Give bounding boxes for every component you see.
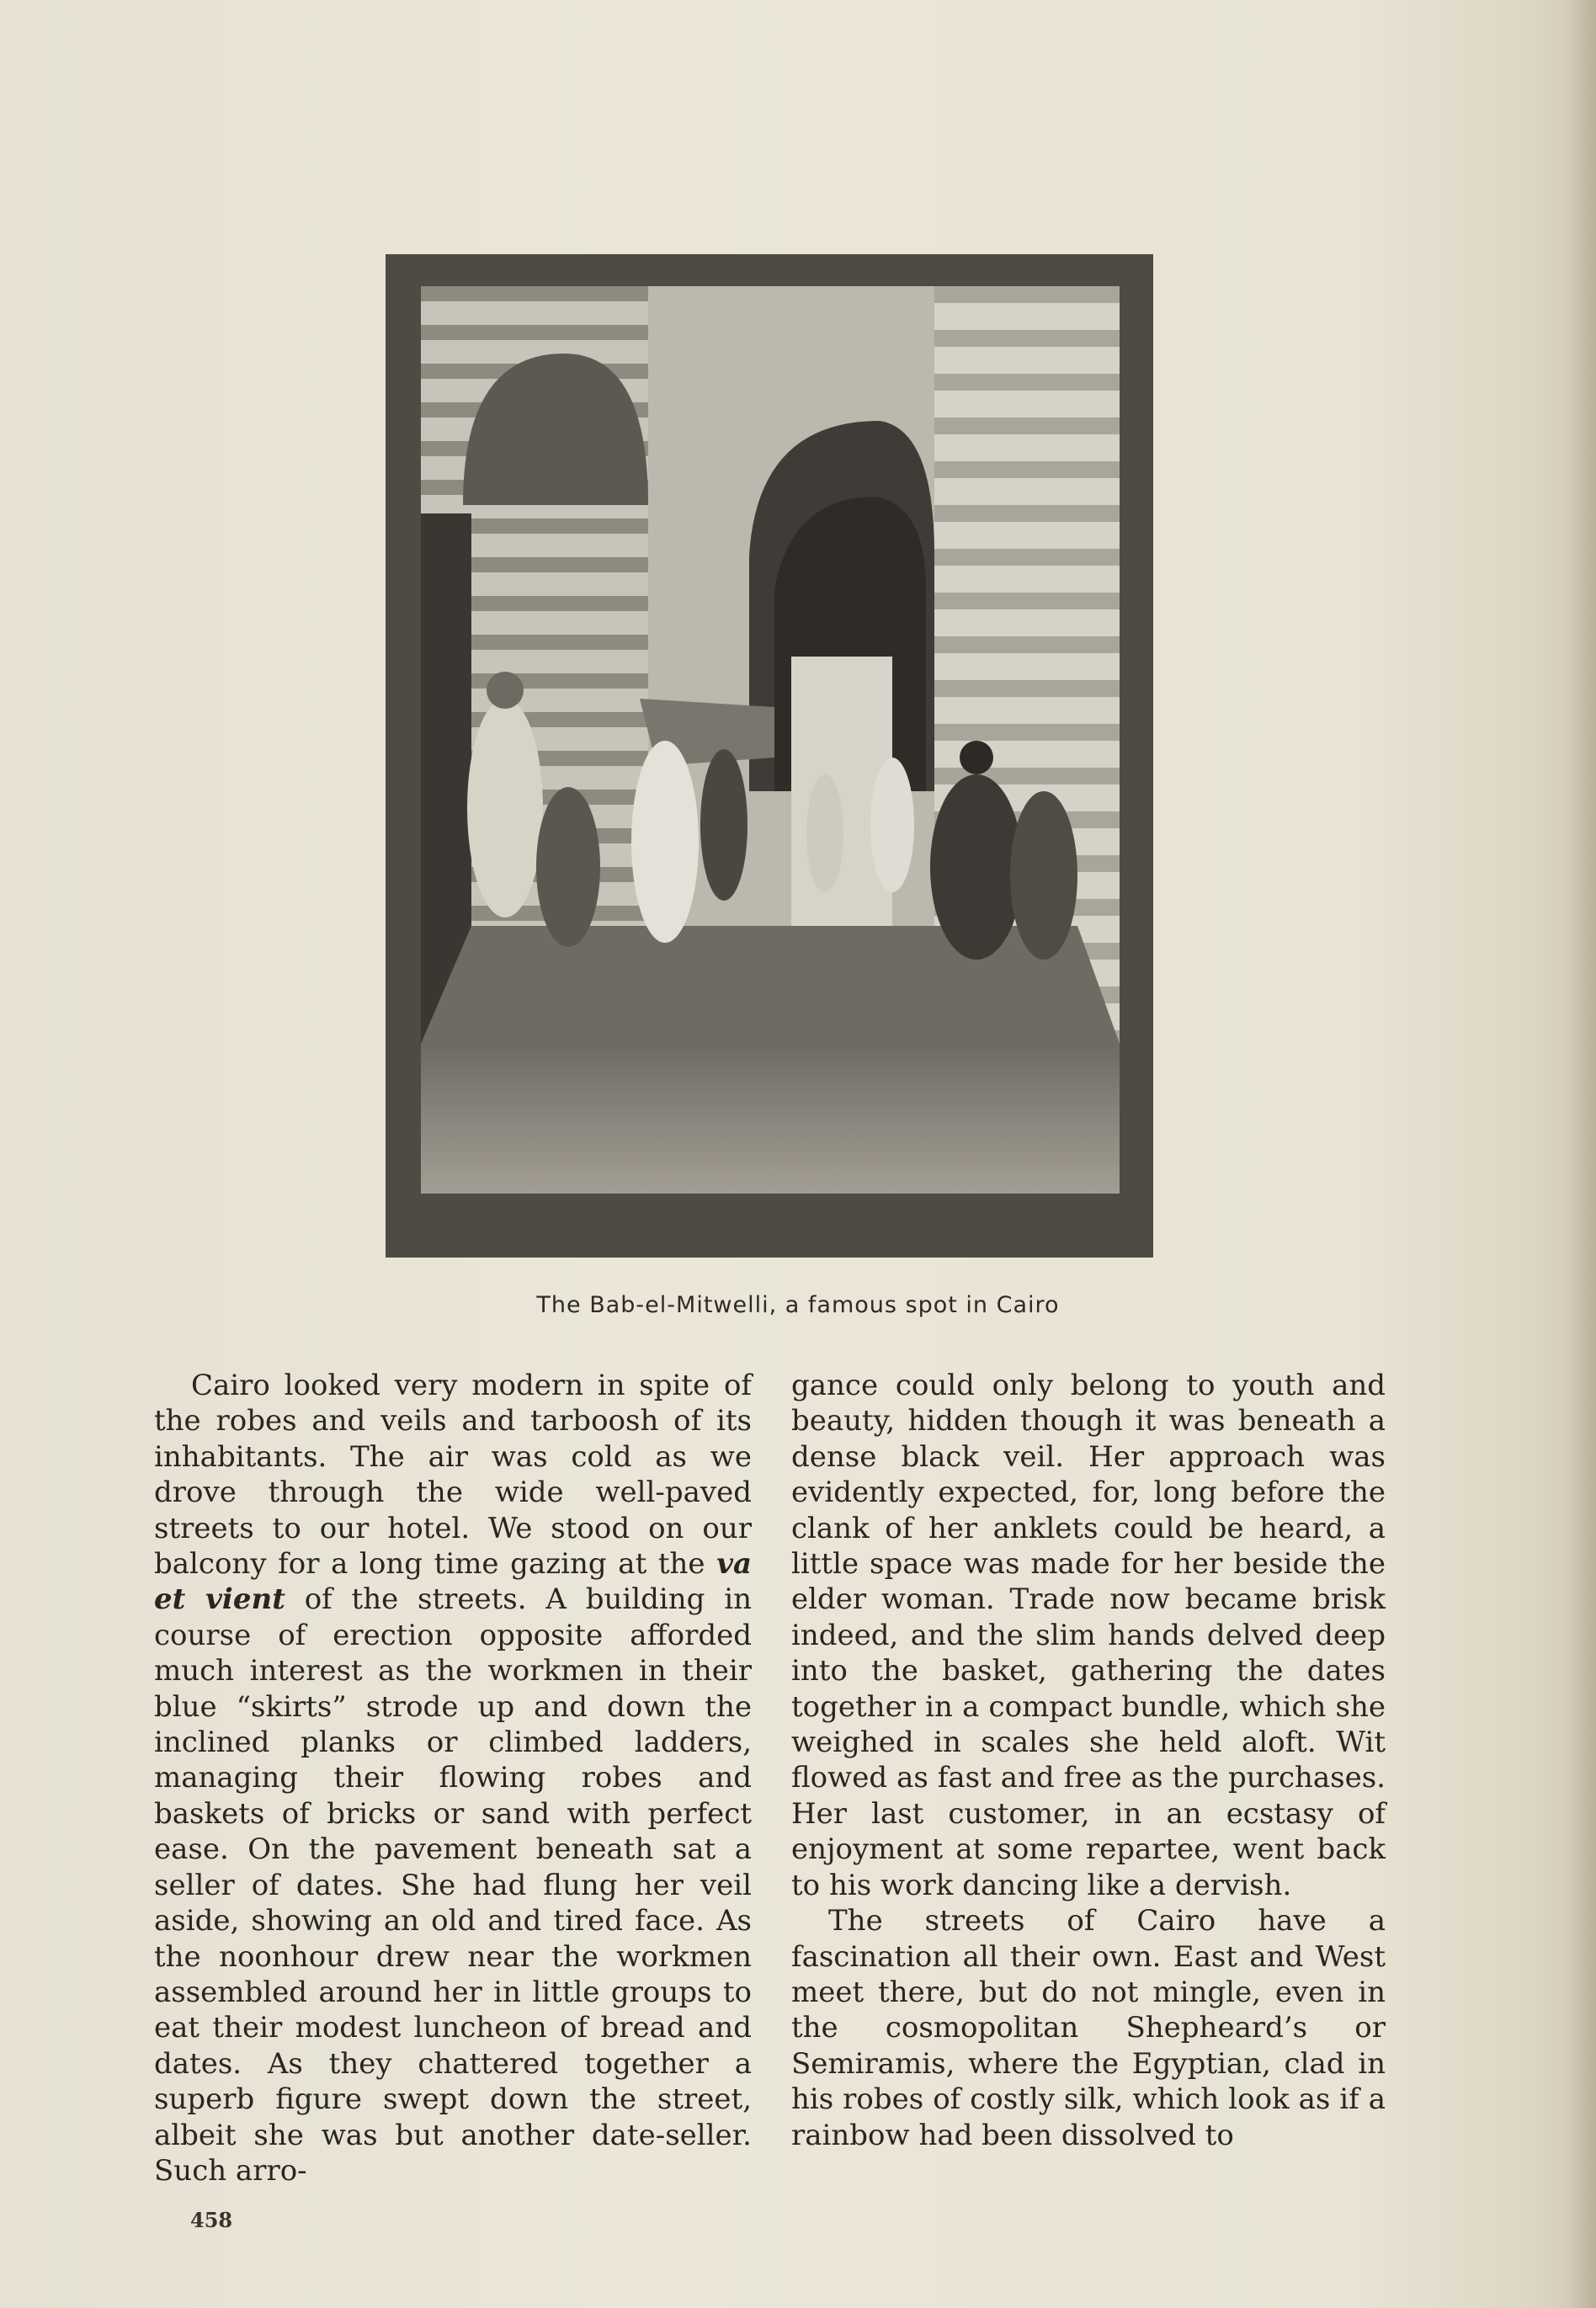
left-paragraph-1-text-a: Cairo looked very modern in spite of the robes and veils and tarboosh of its inhabitants. The air was cold as we drove through the wide well-paved streets to our hotel. We stood on our balcony for a long time gazing at the (154, 1369, 752, 1582)
page-number: 458 (190, 2208, 233, 2232)
photo-caption: The Bab-el-Mitwelli, a famous spot in Cairo (536, 1292, 1060, 1318)
right-paragraph-2: The streets of Cairo have a fascination all their own. East and West meet there, but do not mingle, even in the cosmopolitan Shepheard’s or Semiramis, where the Egyptian, clad in his robes of costly silk, which look as if a rainbow had been dissolved to (791, 1904, 1386, 2152)
left-paragraph-1-italic: va et vient (154, 1547, 752, 1617)
page-edge-shadow (1566, 0, 1596, 2308)
photo-bab-el-mitwelli (421, 286, 1120, 1194)
photo-illustration (421, 286, 1120, 1194)
right-paragraph-1: gance could only belong to youth and beauty, hidden though it was beneath a dense black veil. Her approach was evidently expected, for, long before the clank of her anklets could be heard, a little space was made for her beside the elder woman. Trade now became brisk indeed, and the slim hands delved deep into the basket, gathering the dates together in a compact bundle, which she weighed in scales she held aloft. Wit flowed as fast and free as the purchases. Her last customer, in an ecstasy of enjoyment at some repartee, went back to his work dancing like a dervish. (791, 1369, 1386, 1902)
right-column (791, 1368, 1386, 2153)
left-column (154, 1368, 752, 2188)
left-paragraph-1-text-b: of the streets. A building in course of erection opposite afforded much interest as the workmen in their blue “skirts” strode up and down the inclined planks or climbed ladders, managing their flowing robes and baskets of bricks or sand with perfect ease. On the pavement beneath sat a seller of dates. She had flung her veil aside, showing an old and tired face. As the noonhour drew near the workmen assembled around her in little groups to eat their modest luncheon of bread and dates. As they chattered together a superb figure swept down the street, albeit she was but another date-seller. Such arro- (154, 1582, 752, 2188)
left-paragraph-1 (154, 1368, 752, 2188)
